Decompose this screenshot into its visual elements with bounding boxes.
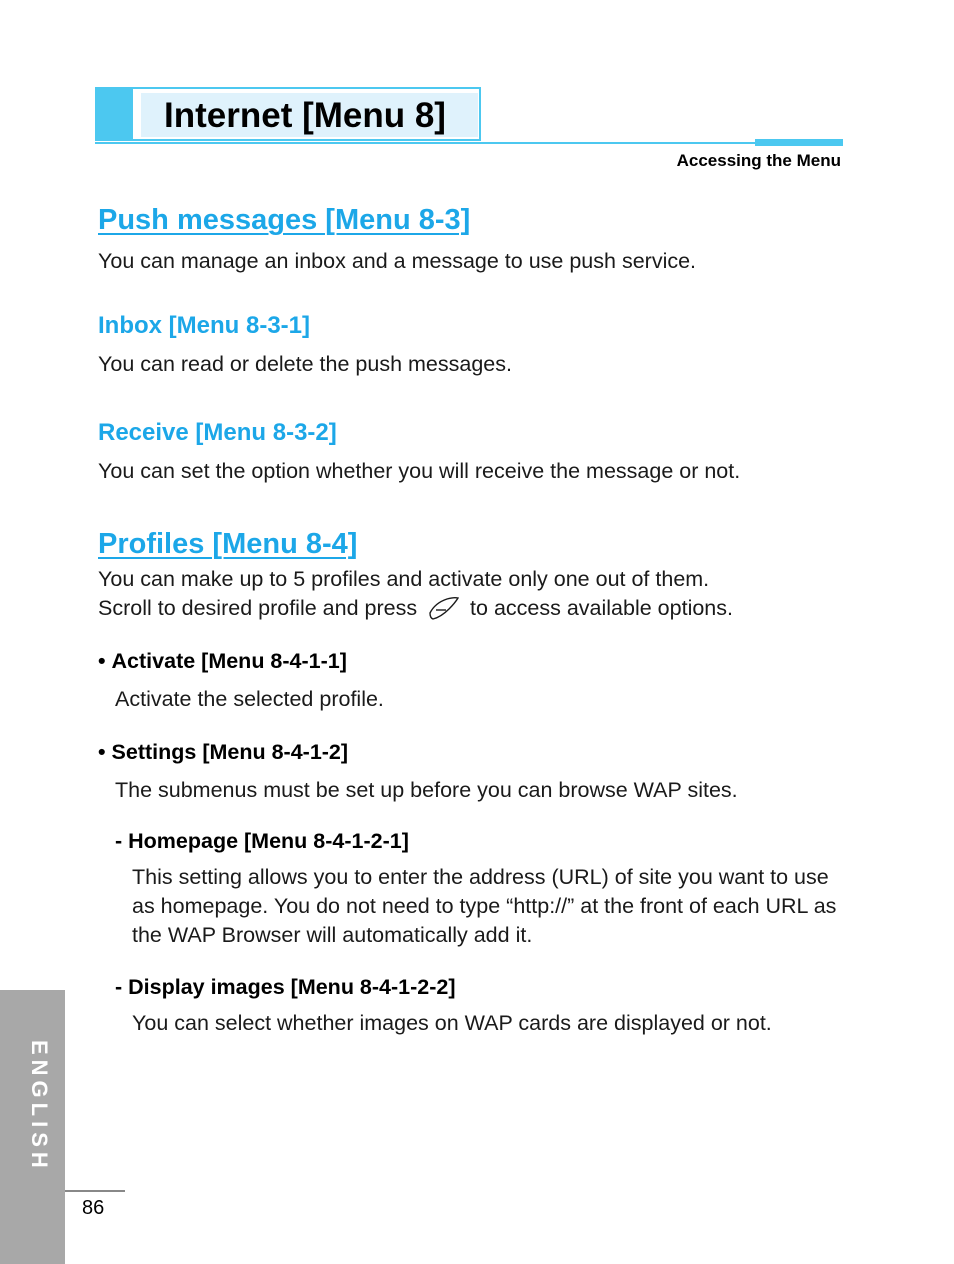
- page-number: 86: [82, 1197, 105, 1219]
- heading-profiles: Profiles [Menu 8-4]: [98, 528, 358, 560]
- page-title: Internet [Menu 8]: [164, 96, 446, 135]
- header-rule: [95, 142, 843, 144]
- heading-push-messages: Push messages [Menu 8-3]: [98, 204, 471, 236]
- profiles-intro-before: Scroll to desired profile and press: [98, 596, 418, 620]
- settings-heading: Settings [Menu 8-4-1-2]: [111, 740, 349, 764]
- header-rule-tab: [755, 139, 843, 146]
- push-intro: You can manage an inbox and a message to use push service.: [98, 249, 697, 273]
- page-number-rule: [65, 1190, 125, 1192]
- receive-text: You can set the option whether you will receive the message or not.: [98, 459, 741, 483]
- inbox-text: You can read or delete the push messages.: [98, 352, 512, 376]
- homepage-text: This setting allows you to enter the address (URL) of site you want to use as homepage. You do not need to type “http://” at the front of each URL as the WAP Browser will automatically add it.: [132, 865, 837, 947]
- activate-text: Activate the selected profile.: [115, 687, 384, 711]
- page-content: [98, 200, 843, 1038]
- bullet-settings: [98, 738, 843, 767]
- title-accent-square: [95, 89, 133, 139]
- profiles-intro-line1: You can make up to 5 profiles and activate only one out of them.: [98, 567, 710, 591]
- language-label: ENGLISH: [27, 1040, 52, 1173]
- activate-heading: Activate [Menu 8-4-1-1]: [111, 649, 347, 673]
- bullet-dot: •: [98, 649, 106, 673]
- section-label: Accessing the Menu: [676, 151, 841, 170]
- display-images-text: You can select whether images on WAP cards are displayed or not.: [132, 1011, 772, 1035]
- settings-text: The submenus must be set up before you can browse WAP sites.: [115, 778, 738, 802]
- profiles-intro-line2: [98, 594, 843, 623]
- heading-receive: Receive [Menu 8-3-2]: [98, 419, 337, 446]
- left-soft-key-icon: [427, 595, 461, 621]
- homepage-heading: - Homepage [Menu 8-4-1-2-1]: [115, 829, 409, 853]
- bullet-activate: [98, 647, 843, 676]
- heading-inbox: Inbox [Menu 8-3-1]: [98, 312, 311, 339]
- display-images-heading: - Display images [Menu 8-4-1-2-2]: [115, 975, 456, 999]
- bullet-dot: •: [98, 740, 106, 764]
- profiles-intro-after: to access available options.: [470, 596, 733, 620]
